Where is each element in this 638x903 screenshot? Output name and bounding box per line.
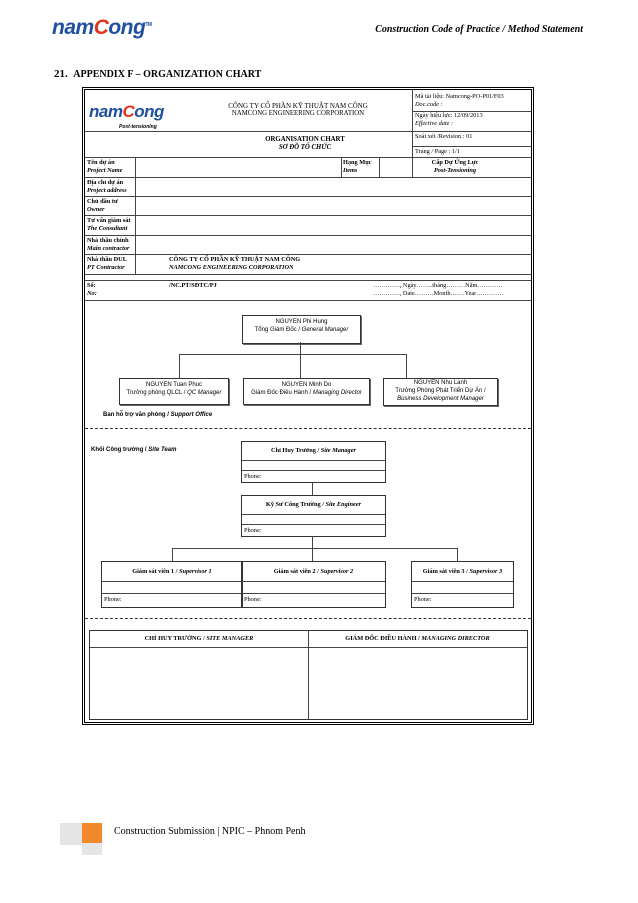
supervisor-1-en: Supervisor 1 bbox=[178, 568, 212, 575]
form-logo-tagline: Post-tensioning bbox=[119, 124, 157, 130]
site-engineer-vn: Kỹ Sư Công Trường / bbox=[265, 501, 326, 508]
organization-chart-form bbox=[84, 89, 532, 723]
signature-block bbox=[89, 630, 528, 720]
business-development-role-en: Business Development Manager bbox=[397, 396, 484, 402]
site-team-vn: Khối Công trường / bbox=[91, 447, 149, 453]
logo-part-3: ong bbox=[108, 16, 146, 39]
pt-supply-vn: Cấp Dự Ứng Lực bbox=[431, 159, 479, 166]
form-logo-part-2: C bbox=[122, 102, 135, 121]
support-office-vn: Ban hỗ trợ văn phòng / bbox=[103, 412, 171, 418]
row-consultant-en: The Consultant bbox=[87, 225, 128, 232]
row-owner-vn: Chủ đầu tư bbox=[87, 198, 118, 205]
site-engineer-box bbox=[241, 495, 386, 537]
pt-company-en: NAMCONG ENGINEERING CORPORATION bbox=[169, 264, 294, 271]
general-manager-role-en: General Manager bbox=[301, 327, 349, 333]
qc-manager-role-vn: Trưởng phòng QLCL / bbox=[126, 390, 188, 396]
row-pt-contractor-vn: Nhà thầu DUL bbox=[87, 256, 127, 263]
qc-manager-box bbox=[119, 378, 229, 405]
row-consultant-vn: Tư vấn giám sát bbox=[87, 217, 131, 224]
supervisor-1-phone: Phone: bbox=[104, 596, 122, 603]
reference-number: /NC.PT/SĐTC/PJ bbox=[169, 282, 217, 289]
footer-accent-block bbox=[82, 823, 102, 843]
supervisor-3-en: Supervisor 3 bbox=[469, 568, 503, 575]
managing-director-role-en: Managing Director bbox=[312, 390, 362, 396]
footer-gray-block-lower bbox=[82, 843, 102, 855]
support-office-label bbox=[103, 412, 212, 418]
site-manager-vn: Chỉ Huy Trưởng / bbox=[271, 447, 321, 454]
site-manager-signature-vn: CHỈ HUY TRƯỞNG / bbox=[144, 635, 207, 642]
row-project-address-en: Project address bbox=[87, 187, 127, 194]
effective-date-vn: Ngày hiệu lực: 12/09/2013 bbox=[415, 112, 483, 119]
business-development-role-vn: Trưởng Phòng Phát Triển Dự Án / bbox=[395, 388, 486, 394]
doc-code-en: Doc.code : bbox=[415, 101, 443, 108]
row-project-name-vn: Tên dự án bbox=[87, 159, 115, 166]
site-team-label bbox=[91, 447, 176, 453]
qc-manager-role-en: QC Manager bbox=[187, 390, 222, 396]
form-logo bbox=[89, 102, 164, 122]
site-engineer-en: Site Engineer bbox=[325, 501, 362, 508]
qc-manager-name: NGUYEN Tuan Phuc bbox=[145, 382, 203, 388]
supervisor-3-box bbox=[411, 561, 514, 608]
pt-supply-en: Post-Tensioning bbox=[433, 167, 477, 174]
supervisor-2-box bbox=[241, 561, 386, 608]
site-manager-phone: Phone: bbox=[244, 473, 262, 480]
doc-code-vn: Mã tài liệu: Namcong-PO-P01/F03 bbox=[415, 93, 504, 100]
effective-date-en: Effective date : bbox=[415, 120, 454, 127]
document-header-title: Construction Code of Practice / Method Statement bbox=[375, 24, 583, 35]
form-logo-part-3: ong bbox=[134, 102, 164, 121]
row-main-contractor-en: Main contractor bbox=[87, 245, 130, 252]
number-label-en: No: bbox=[87, 290, 97, 297]
site-engineer-phone: Phone: bbox=[244, 527, 262, 534]
section-heading bbox=[54, 68, 261, 80]
revision-text: Soát xét /Revision : 01 bbox=[415, 133, 473, 140]
support-office-en: Support Office bbox=[170, 412, 213, 418]
supervisor-1-box bbox=[101, 561, 243, 608]
supervisor-2-vn: Giám sát viên 2 / bbox=[273, 568, 321, 575]
company-name-vn: CÔNG TY CỔ PHẦN KỸ THUẬT NAM CÔNG bbox=[228, 102, 368, 110]
row-owner-en: Owner bbox=[87, 206, 105, 213]
company-name-en: NAMCONG ENGINEERING CORPORATION bbox=[231, 110, 365, 117]
general-manager-box bbox=[242, 315, 361, 344]
managing-director-signature-vn: GIÁM ĐỐC ĐIỀU HÀNH / bbox=[345, 635, 422, 642]
row-project-name-en: Project Name bbox=[87, 167, 123, 174]
number-label-vn: Số: bbox=[87, 282, 96, 289]
general-manager-role-vn: Tổng Giám Đốc / bbox=[254, 327, 302, 333]
managing-director-role-vn: Giám Đốc Điều Hành / bbox=[251, 390, 313, 396]
row-pt-contractor-en: PT Contractor bbox=[87, 264, 125, 271]
site-manager-box bbox=[241, 441, 386, 483]
footer-gray-block bbox=[60, 823, 82, 845]
page-number: Trang / Page : 1/1 bbox=[415, 148, 460, 155]
general-manager-name: NGUYEN Phi Hung bbox=[275, 319, 328, 325]
chart-title-en: ORGANISATION CHART bbox=[265, 136, 345, 143]
site-manager-en: Site Manager bbox=[320, 447, 356, 454]
revision-label bbox=[415, 133, 472, 141]
managing-director-name: NGUYEN Minh Do bbox=[281, 382, 332, 388]
general-manager-role bbox=[243, 326, 360, 334]
supervisor-3-phone: Phone: bbox=[414, 596, 432, 603]
logo-trademark: TM bbox=[145, 22, 152, 28]
chart-title-vn: SƠ ĐỒ TỔ CHỨC bbox=[278, 144, 332, 151]
business-development-box bbox=[383, 378, 498, 406]
pt-company-vn: CÔNG TY CỔ PHẦN KỸ THUẬT NAM CÔNG bbox=[169, 256, 301, 263]
site-team-en: Site Team bbox=[148, 447, 177, 453]
supervisor-2-en: Supervisor 2 bbox=[320, 568, 354, 575]
row-main-contractor-vn: Nhà thầu chính bbox=[87, 237, 129, 244]
managing-director-box bbox=[243, 378, 370, 405]
supervisor-3-vn: Giám sát viên 3 / bbox=[422, 568, 470, 575]
site-manager-signature-en: SITE MANAGER bbox=[206, 635, 254, 642]
namcong-logo bbox=[52, 16, 152, 40]
form-logo-part-1: nam bbox=[89, 102, 123, 121]
supervisor-1-vn: Giám sát viên 1 / bbox=[132, 568, 179, 575]
logo-part-1: nam bbox=[52, 16, 94, 39]
items-label-en: Items bbox=[343, 167, 358, 174]
business-development-name: NGUYEN Nhu Lanh bbox=[413, 380, 468, 386]
date-line-en: …………., Date………Month…….Year…………. bbox=[373, 290, 504, 297]
supervisor-2-phone: Phone: bbox=[244, 596, 262, 603]
section-title: APPENDIX F – ORGANIZATION CHART bbox=[73, 69, 262, 80]
items-label-vn: Hạng Mục bbox=[343, 159, 372, 166]
row-project-address-vn: Địa chỉ dự án bbox=[87, 179, 124, 186]
managing-director-signature-en: MANAGING DIRECTOR bbox=[421, 635, 490, 642]
section-number: 21. bbox=[54, 68, 68, 80]
footer-text: Construction Submission | NPIC – Phnom Penh bbox=[114, 826, 306, 837]
logo-part-2: C bbox=[93, 16, 109, 39]
date-line-vn: …………., Ngày……..tháng………Năm………… bbox=[373, 282, 503, 289]
